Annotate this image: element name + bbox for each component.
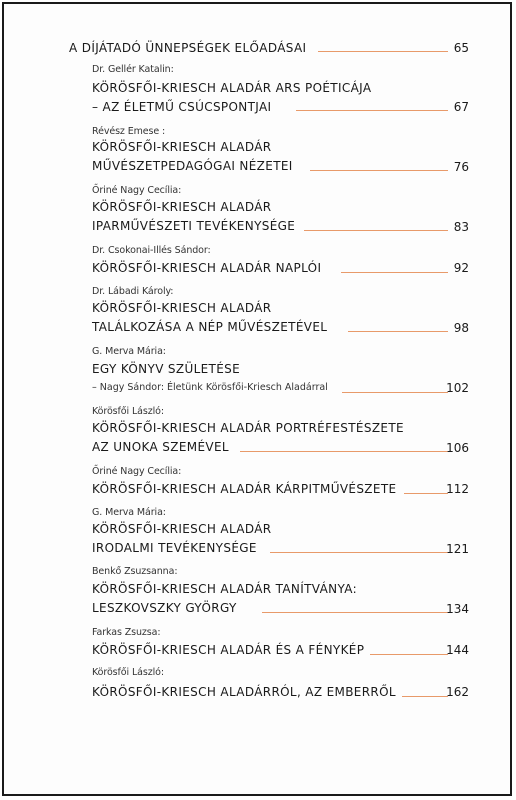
- entry-title-line: KÖRÖSFŐI-KRIESCH ALADÁR PORTRÉFESTÉSZETE: [92, 421, 404, 435]
- entry-page-number: 92: [453, 261, 469, 275]
- entry-title-line: KÖRÖSFŐI-KRIESCH ALADÁR NAPLÓI: [92, 261, 322, 275]
- leader-line: [296, 110, 448, 111]
- entry-title-line: KÖRÖSFŐI-KRIESCH ALADÁR ARS POÉTICÁJA: [92, 81, 372, 95]
- entry-subtitle: – Nagy Sándor: Életünk Körösfői-Kriesch Aladárral: [92, 382, 328, 393]
- entry-author: Dr. Gellér Katalin:: [92, 64, 174, 75]
- leader-line: [240, 451, 448, 452]
- entry-author: G. Merva Mária:: [92, 507, 166, 518]
- entry-title-line: KÖRÖSFŐI-KRIESCH ALADÁR KÁRPITMŰVÉSZETE: [92, 482, 397, 496]
- table-of-contents: [4, 4, 510, 794]
- entry-title-line: MŰVÉSZETPEDAGÓGAI NÉZETEI: [92, 159, 293, 173]
- entry-page-number: 76: [453, 160, 469, 174]
- entry-page-number: 102: [446, 381, 469, 395]
- entry-author: Őriné Nagy Cecília:: [92, 466, 182, 477]
- book-page: [2, 2, 512, 796]
- entry-title-line: KÖRÖSFŐI-KRIESCH ALADÁRRÓL, AZ EMBERRŐL: [92, 685, 396, 699]
- entry-title-line: KÖRÖSFŐI-KRIESCH ALADÁR ÉS A FÉNYKÉP: [92, 643, 365, 657]
- entry-title-line: KÖRÖSFŐI-KRIESCH ALADÁR: [92, 200, 272, 214]
- entry-page-number: 112: [446, 482, 469, 496]
- entry-author: Körösfői László:: [92, 667, 164, 678]
- entry-author: Dr. Csokonai-Illés Sándor:: [92, 245, 211, 256]
- entry-title-line: LESZKOVSZKY GYÖRGY: [92, 601, 237, 615]
- entry-author: Révész Emese :: [92, 126, 166, 137]
- entry-page-number: 134: [446, 602, 469, 616]
- entry-title-line: KÖRÖSFŐI-KRIESCH ALADÁR: [92, 140, 272, 154]
- entry-page-number: 98: [453, 321, 469, 335]
- entry-title-line: TALÁLKOZÁSA A NÉP MŰVÉSZETÉVEL: [92, 320, 328, 334]
- leader-line: [270, 552, 448, 553]
- entry-title-line: IRODALMI TEVÉKENYSÉGE: [92, 541, 257, 555]
- entry-title-line: AZ UNOKA SZEMÉVEL: [92, 440, 229, 454]
- entry-title-line: IPARMŰVÉSZETI TEVÉKENYSÉGE: [92, 219, 296, 233]
- entry-author: Őriné Nagy Cecília:: [92, 185, 182, 196]
- entry-page-number: 144: [446, 643, 469, 657]
- entry-page-number: 83: [453, 220, 469, 234]
- entry-page-number: 67: [453, 100, 469, 114]
- entry-title-line: – AZ ÉLETMŰ CSÚCSPONTJAI: [92, 100, 272, 114]
- entry-page-number: 121: [446, 542, 469, 556]
- entry-title-line: EGY KÖNYV SZÜLETÉSE: [92, 362, 241, 376]
- leader-line: [304, 230, 448, 231]
- entry-title-line: KÖRÖSFŐI-KRIESCH ALADÁR: [92, 301, 272, 315]
- entry-author: Benkő Zsuzsanna:: [92, 566, 178, 577]
- entry-title-line: KÖRÖSFŐI-KRIESCH ALADÁR: [92, 522, 272, 536]
- entry-author: Dr. Lábadi Károly:: [92, 286, 174, 297]
- entry-title-line: KÖRÖSFŐI-KRIESCH ALADÁR TANÍTVÁNYA:: [92, 582, 357, 596]
- entry-page-number: 162: [446, 685, 469, 699]
- section-page-number: 65: [453, 41, 469, 55]
- section-title: A DÍJÁTADÓ ÜNNEPSÉGEK ELŐADÁSAI: [69, 41, 307, 55]
- leader-line: [310, 170, 448, 171]
- entry-page-number: 106: [446, 441, 469, 455]
- entry-author: Körösfői László:: [92, 406, 164, 417]
- entry-author: Farkas Zsuzsa:: [92, 627, 161, 638]
- entry-author: G. Merva Mária:: [92, 346, 166, 357]
- leader-line: [262, 612, 448, 613]
